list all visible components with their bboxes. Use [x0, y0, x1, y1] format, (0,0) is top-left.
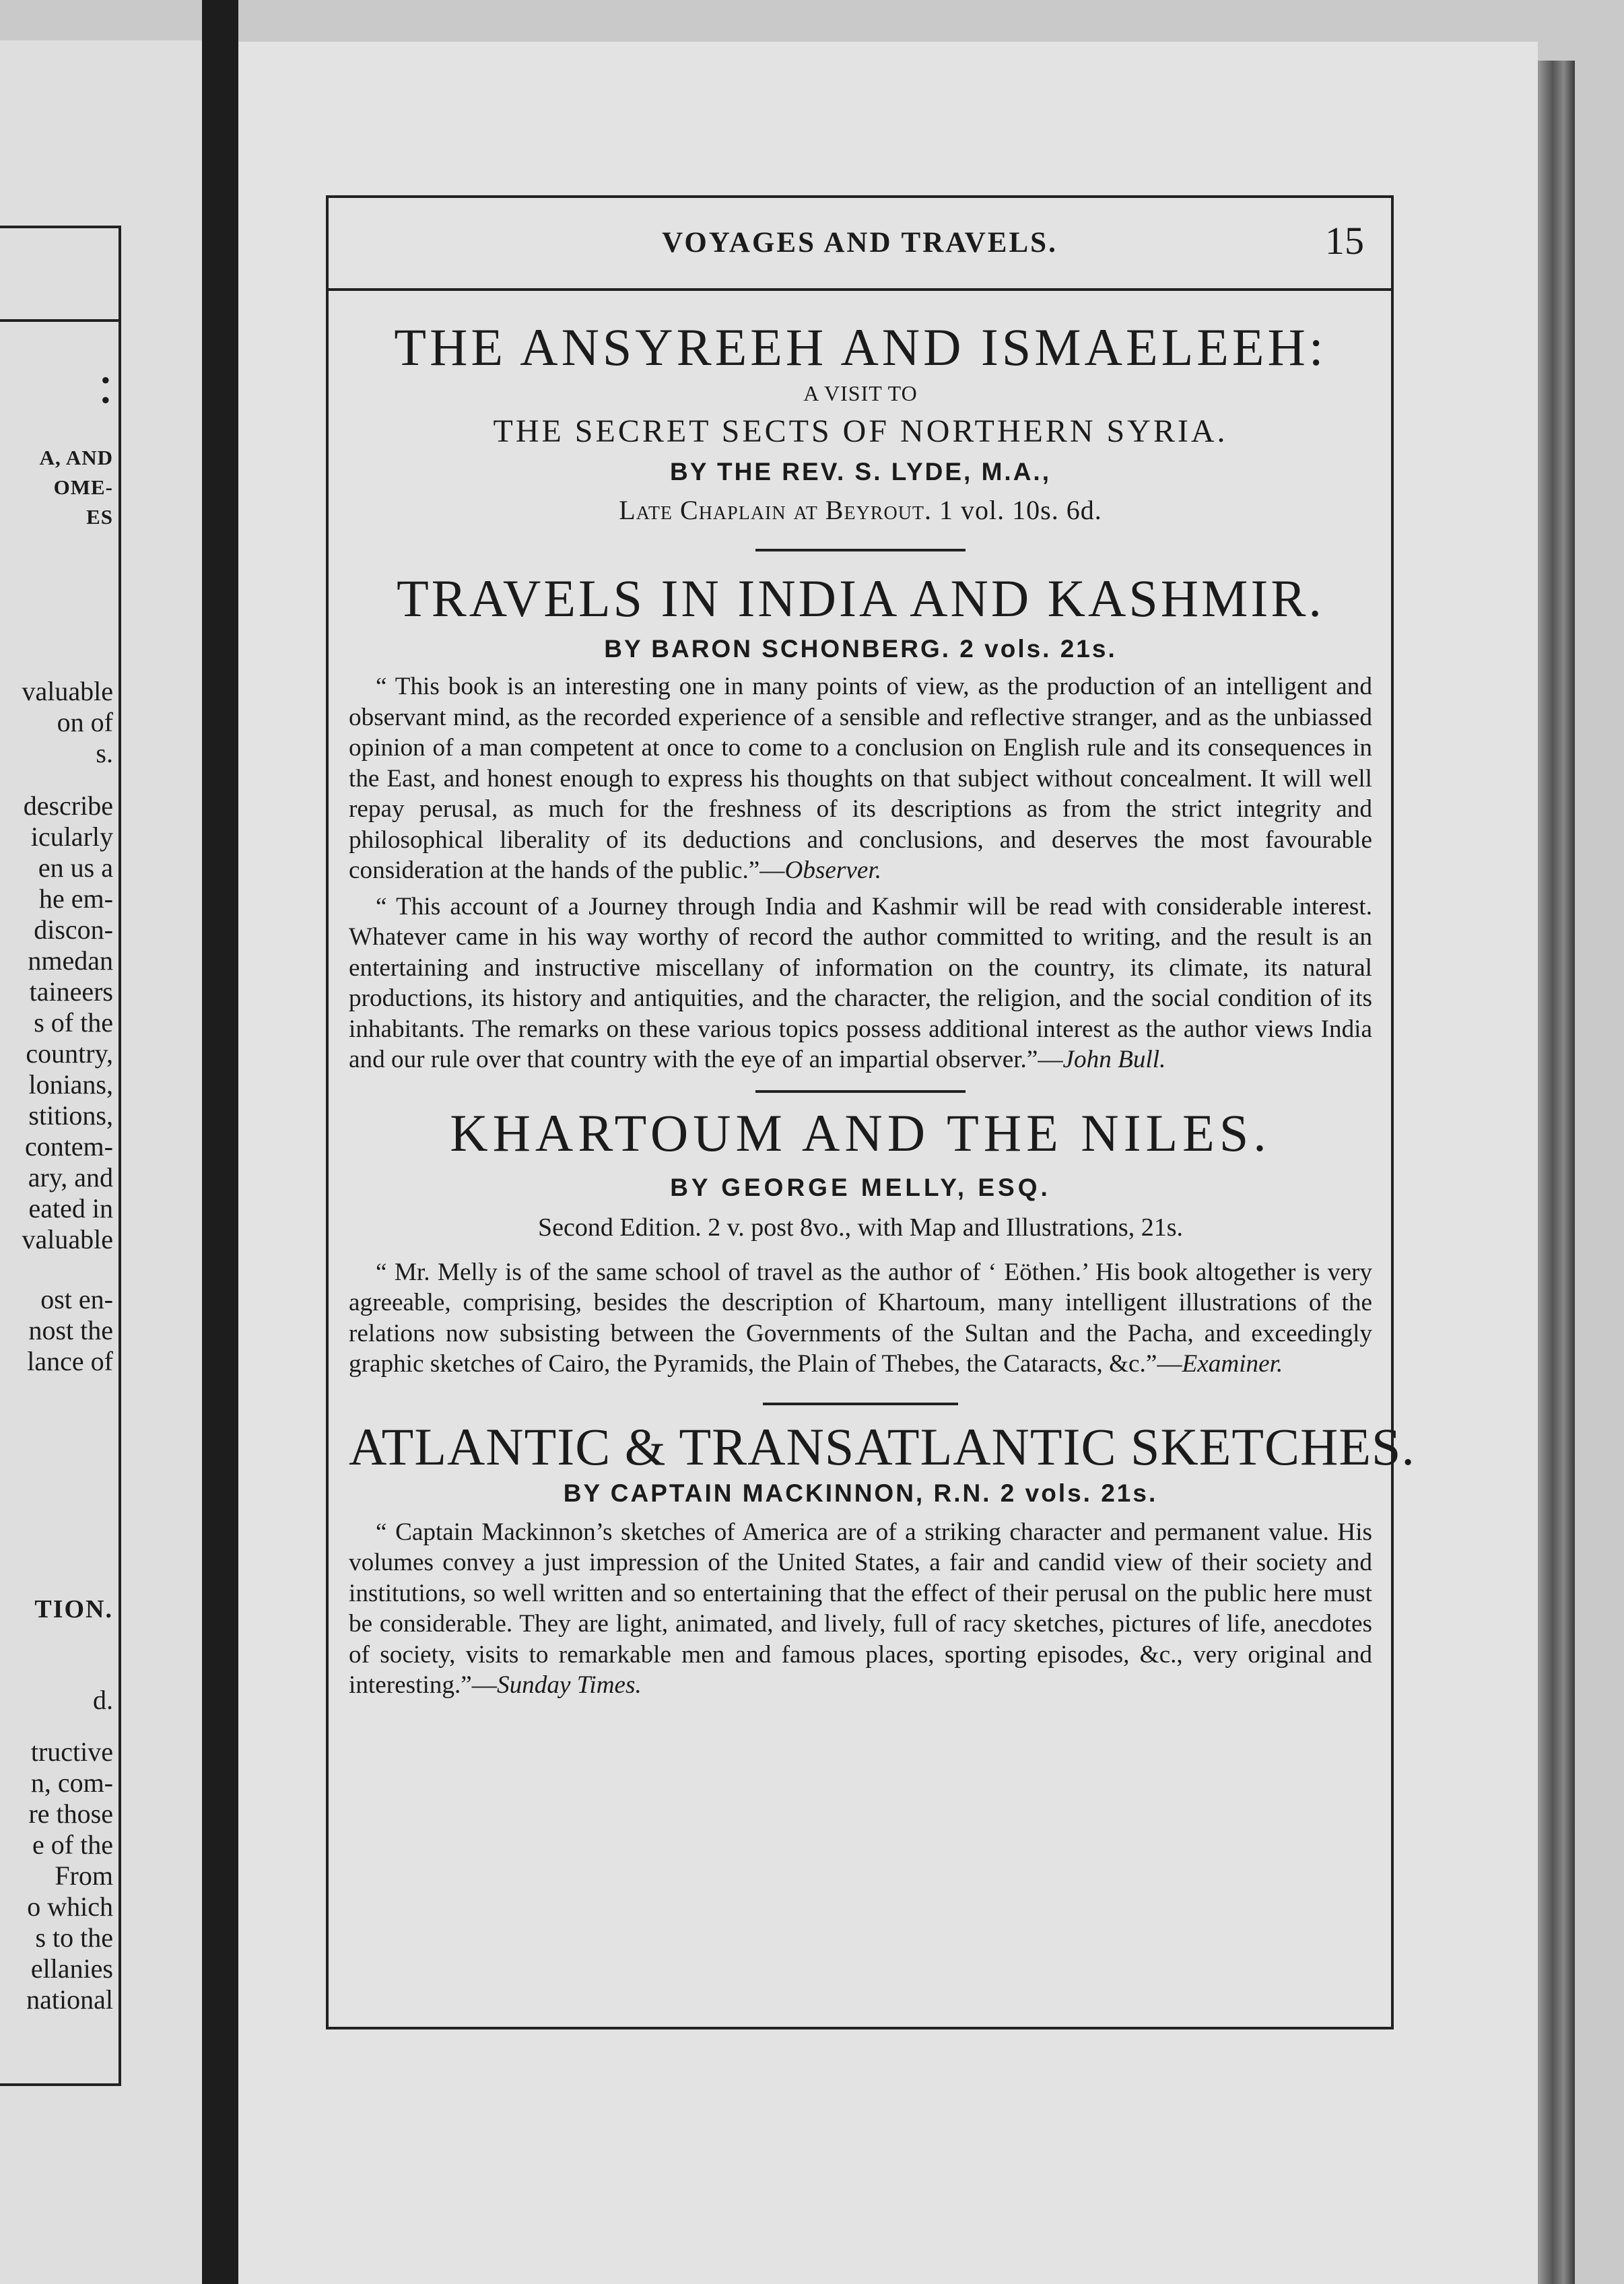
entry-author: BY CAPTAIN MACKINNON, R.N.	[563, 1479, 992, 1507]
entry-edition: Second Edition. 2 v. post 8vo., with Map and Illustrations, 21s.	[537, 1213, 1184, 1242]
previous-page-fragment: d.	[93, 1685, 113, 1715]
review-quote	[349, 1257, 1372, 1380]
previous-page-fragment: A, AND	[39, 446, 113, 469]
previous-page-fragment: on of	[57, 707, 113, 737]
entry-author: BY THE REV. S. LYDE, M.A.,	[670, 458, 1051, 485]
entry-title: TRAVELS IN INDIA AND KASHMIR.	[397, 569, 1324, 628]
previous-page-fragment: s of the	[34, 1007, 113, 1038]
entry-price: 2 vols. 21s.	[959, 635, 1117, 663]
review-source: Observer.	[784, 856, 882, 884]
previous-page-fragment: tructive	[30, 1737, 113, 1767]
review-quote-text: “ This book is an interesting one in many points of view, as the production of an intelligent and observant mind, as the recorded experience of a sensible and reflective stranger, and as the unbiassed opinion of a man competent at once to come to a conclusion on English rule and its consequences in the East, and honest enough to express his thoughts on that subject without concealment. It will well repay perusal, as much for the freshness of its descriptions as from the strict integrity and philosophical liberality of its deductions and conclusions, and deserves the most favourable consideration at the hands of the public.”—	[349, 673, 1372, 884]
entry-author-line	[349, 635, 1372, 663]
entry-subtitle-small: A VISIT TO	[803, 381, 918, 405]
entry-imprint	[349, 494, 1372, 526]
previous-page-fragment: OME-	[53, 475, 113, 499]
entry-price: 1 vol. 10s. 6d.	[939, 495, 1102, 525]
previous-page-fragment: ary, and	[28, 1162, 113, 1193]
entry-author-line	[349, 1479, 1372, 1508]
entry-india	[349, 569, 1372, 1075]
previous-page-fragment: From	[55, 1860, 113, 1891]
previous-page-fragment: o which	[27, 1891, 113, 1922]
running-head: VOYAGES AND TRAVELS.	[662, 227, 1058, 259]
page-number: 15	[1325, 219, 1364, 263]
previous-page-fragment: ellanies	[30, 1953, 113, 1984]
review-quote	[349, 892, 1372, 1075]
review-source: Examiner.	[1182, 1350, 1283, 1378]
page-edge	[1538, 61, 1575, 2284]
previous-page	[0, 40, 202, 2284]
previous-page-fragment: ost en-	[40, 1284, 113, 1314]
review-quote	[349, 671, 1372, 886]
previous-page-fragment: country,	[26, 1038, 113, 1069]
review-quote	[349, 1517, 1372, 1701]
previous-page-fragment: :	[98, 356, 113, 415]
review-source: John Bull.	[1062, 1046, 1166, 1073]
previous-page-fragment: contem-	[24, 1131, 113, 1162]
review-quote-text: “ Mr. Melly is of the same school of travel as the author of ‘ Eöthen.’ His book altogether is very agreeable, comprising, besides the description of Khartoum, many intelligent illustrations of the relations now subsisting between the Governments of the Sultan and the Pacha, and exceedingly graphic sketches of Cairo, the Pyramids, the Plain of Thebes, the Cataracts, &c.”—	[349, 1258, 1372, 1378]
entry-khartoum	[349, 1104, 1372, 1380]
entry-title: ATLANTIC & TRANSATLANTIC SKETCHES.	[349, 1417, 1415, 1476]
previous-page-fragment: s to the	[35, 1922, 113, 1953]
previous-page-fragment: ES	[86, 505, 113, 529]
previous-page-fragment: TION.	[34, 1595, 113, 1623]
previous-page-fragment: re those	[28, 1799, 113, 1829]
previous-page-fragment: he em-	[39, 883, 113, 914]
review-quote-text: “ Captain Mackinnon’s sketches of America are of a striking character and permanent value. His volumes convey a just impression of the United States, a fair and candid view of their society and institutions, so well written and so entertaining that the effect of their perusal on the public here must be considerable. They are light, animated, and lively, full of racy sketches, pictures of life, anecdotes of society, visits to remarkable men and famous places, sporting episodes, &c., very original and interesting.”—	[349, 1518, 1372, 1699]
section-divider	[763, 1403, 958, 1405]
previous-page-fragment: taineers	[29, 976, 113, 1007]
previous-page-fragment: lance of	[27, 1346, 113, 1376]
author-position: Late Chaplain at Beyrout.	[619, 495, 933, 525]
previous-page-fragment: valuable	[22, 676, 113, 706]
previous-page-fragment: lonians,	[28, 1069, 113, 1100]
previous-page-fragment: s.	[96, 738, 113, 768]
book-gutter	[202, 0, 238, 2284]
previous-page-fragment: n, com-	[30, 1768, 113, 1798]
previous-page-fragment: e of the	[32, 1829, 113, 1860]
review-source: Sunday Times.	[496, 1671, 642, 1699]
entry-author: BY BARON SCHONBERG.	[604, 635, 951, 663]
page-content	[349, 288, 1415, 1701]
entry-author: BY GEORGE MELLY, ESQ.	[670, 1173, 1051, 1201]
previous-page-fragment: discon-	[34, 914, 113, 945]
review-quote-text: “ This account of a Journey through India and Kashmir will be read with considerable interest. Whatever came in his way worthy of record the author committed to writing, and the result is an entertaining and instructive miscellany of information on the country, its climate, its natural productions, its history and antiquities, and the character, the religion, and the social condition of its inhabitants. The remarks on these various topics possess additional interest as the author views India and our rule over that country with the eye of an impartial observer.”—	[349, 892, 1372, 1073]
previous-page-fragment: valuable	[22, 1224, 113, 1254]
previous-page-header-rule	[0, 319, 119, 322]
previous-page-fragment: national	[26, 1984, 113, 2015]
previous-page-fragment: describe	[23, 791, 113, 821]
previous-page-fragment: icularly	[30, 821, 113, 852]
entry-title: KHARTOUM AND THE NILES.	[450, 1103, 1271, 1162]
entry-title: THE ANSYREEH AND ISMAELEEH:	[394, 318, 1327, 376]
entry-ansyreeh	[349, 318, 1372, 526]
section-divider	[755, 549, 966, 551]
previous-page-frame	[0, 226, 121, 2086]
previous-page-fragment: stitions,	[28, 1100, 113, 1131]
entry-price: 2 vols. 21s.	[1000, 1479, 1158, 1507]
previous-page-fragment: eated in	[28, 1193, 113, 1223]
previous-page-fragment: nmedan	[28, 945, 113, 976]
entry-atlantic	[349, 1417, 1415, 1701]
page-header	[329, 198, 1391, 291]
page-frame	[326, 195, 1415, 2029]
previous-page-fragment: en us a	[38, 852, 113, 883]
entry-subtitle: THE SECRET SECTS OF NORTHERN SYRIA.	[493, 413, 1228, 449]
previous-page-fragment: nost the	[28, 1315, 113, 1345]
section-divider	[755, 1090, 966, 1093]
